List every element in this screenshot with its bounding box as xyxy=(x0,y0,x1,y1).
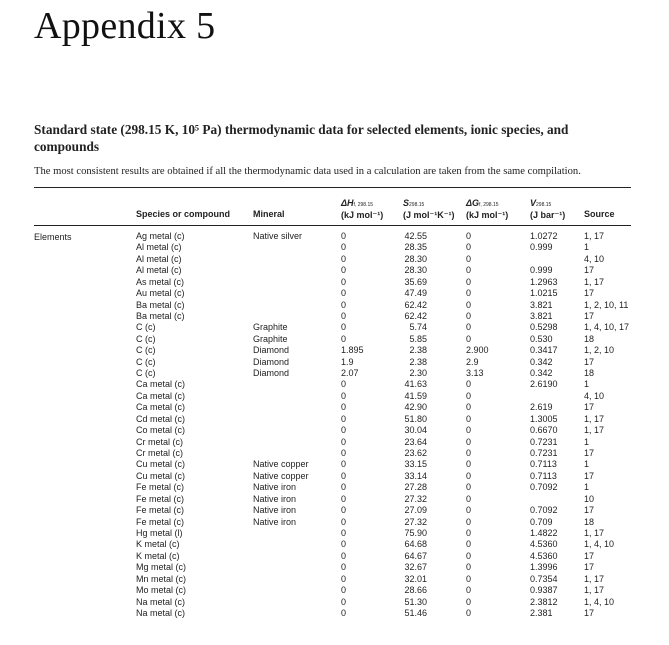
header-gibbs xyxy=(466,198,508,220)
table-row xyxy=(0,357,669,368)
cell-entropy: 27.09 xyxy=(404,505,427,516)
cell-volume: 4.5360 xyxy=(530,550,558,561)
cell-volume: 1.0272 xyxy=(530,231,558,241)
cell-enthalpy: 0 xyxy=(341,562,347,573)
cell-volume: 1.4822 xyxy=(530,527,558,538)
cell-enthalpy: 0 xyxy=(341,607,347,618)
table-row xyxy=(0,345,669,356)
cell-species: C (c) xyxy=(136,345,156,356)
cell-enthalpy: 0 xyxy=(341,288,347,299)
cell-gibbs: 0 xyxy=(466,516,472,527)
cell-entropy: 23.62 xyxy=(404,448,427,459)
cell-species: Au metal (c) xyxy=(136,288,185,299)
cell-source: 17 xyxy=(584,288,595,299)
cell-enthalpy: 0 xyxy=(341,527,347,538)
table-row xyxy=(0,311,669,322)
cell-volume: 0.7354 xyxy=(530,573,558,584)
cell-species: Ba metal (c) xyxy=(136,310,185,321)
cell-enthalpy: 0 xyxy=(341,436,347,447)
cell-volume: 2.619 xyxy=(530,402,553,413)
cell-volume: 0.999 xyxy=(530,265,553,276)
cell-entropy: 27.28 xyxy=(404,482,427,493)
cell-species: Mn metal (c) xyxy=(136,573,187,584)
cell-gibbs: 0 xyxy=(466,390,472,401)
cell-enthalpy: 0 xyxy=(341,493,347,504)
volume-subscript: 298.15 xyxy=(536,202,552,208)
cell-species: Co metal (c) xyxy=(136,425,186,436)
cell-source: 4, 10 xyxy=(584,253,605,264)
cell-source: 10 xyxy=(584,493,595,504)
table-row xyxy=(0,379,669,390)
table-row xyxy=(0,597,669,608)
cell-species: Cd metal (c) xyxy=(136,413,186,424)
cell-source: 17 xyxy=(584,265,595,276)
cell-entropy: 2.30 xyxy=(409,368,427,379)
cell-source: 1 xyxy=(584,436,590,447)
cell-entropy: 75.90 xyxy=(404,527,427,538)
table-caption: Standard state (298.15 K, 10⁵ Pa) thermodynamic data for selected elements, ionic species, and compounds xyxy=(34,122,569,154)
cell-entropy: 42.55 xyxy=(404,231,427,241)
cell-enthalpy: 0 xyxy=(341,333,347,344)
cell-volume: 0.7231 xyxy=(530,436,558,447)
cell-species: Cr metal (c) xyxy=(136,436,183,447)
cell-species: Ag metal (c) xyxy=(136,231,185,241)
cell-entropy: 33.14 xyxy=(404,470,427,481)
cell-species: C (c) xyxy=(136,322,156,333)
cell-enthalpy: 0 xyxy=(341,310,347,321)
cell-entropy: 5.74 xyxy=(409,322,427,333)
cell-volume: 0.7092 xyxy=(530,482,558,493)
header-volume xyxy=(530,198,565,220)
cell-gibbs: 0 xyxy=(466,436,472,447)
cell-volume: 3.821 xyxy=(530,310,553,321)
cell-mineral: Native silver xyxy=(253,231,303,241)
cell-enthalpy: 0 xyxy=(341,539,347,550)
cell-gibbs: 0 xyxy=(466,470,472,481)
cell-enthalpy: 0 xyxy=(341,585,347,596)
cell-entropy: 2.38 xyxy=(409,356,427,367)
volume-symbol: V xyxy=(530,198,537,208)
cell-species: Al metal (c) xyxy=(136,265,182,276)
cell-mineral: Native copper xyxy=(253,459,309,470)
cell-enthalpy: 2.07 xyxy=(341,368,359,379)
cell-gibbs: 0 xyxy=(466,505,472,516)
cell-enthalpy: 0 xyxy=(341,505,347,516)
cell-enthalpy: 0 xyxy=(341,470,347,481)
header-rule xyxy=(34,225,631,226)
cell-gibbs: 0 xyxy=(466,310,472,321)
cell-gibbs: 0 xyxy=(466,425,472,436)
cell-enthalpy: 0 xyxy=(341,425,347,436)
section-label-elements: Elements xyxy=(34,232,72,242)
table-row xyxy=(0,391,669,402)
table-row xyxy=(0,402,669,413)
cell-mineral: Native iron xyxy=(253,493,297,504)
cell-gibbs: 0 xyxy=(466,607,472,618)
table-row xyxy=(0,437,669,448)
cell-gibbs: 0 xyxy=(466,562,472,573)
cell-species: Al metal (c) xyxy=(136,242,182,253)
cell-volume: 3.821 xyxy=(530,299,553,310)
gibbs-symbol: ΔG xyxy=(466,198,480,208)
cell-volume: 0.530 xyxy=(530,333,553,344)
cell-source: 1 xyxy=(584,242,590,253)
enthalpy-subscript: f, 298.15 xyxy=(353,202,374,208)
cell-volume: 0.7231 xyxy=(530,448,558,459)
data-table-body xyxy=(0,231,669,619)
cell-enthalpy: 0 xyxy=(341,379,347,390)
cell-gibbs: 0 xyxy=(466,448,472,459)
cell-source: 1, 17 xyxy=(584,276,605,287)
cell-volume: 0.5298 xyxy=(530,322,558,333)
table-row xyxy=(0,608,669,619)
cell-gibbs: 0 xyxy=(466,573,472,584)
cell-mineral: Graphite xyxy=(253,322,288,333)
cell-gibbs: 0 xyxy=(466,253,472,264)
cell-source: 1 xyxy=(584,459,590,470)
table-row xyxy=(0,265,669,276)
cell-entropy: 64.68 xyxy=(404,539,427,550)
cell-species: Na metal (c) xyxy=(136,596,186,607)
cell-source: 1, 2, 10 xyxy=(584,345,615,356)
table-row xyxy=(0,505,669,516)
cell-species: Ba metal (c) xyxy=(136,299,185,310)
cell-gibbs: 2.9 xyxy=(466,356,479,367)
cell-gibbs: 0 xyxy=(466,413,472,424)
cell-source: 17 xyxy=(584,402,595,413)
cell-species: Cu metal (c) xyxy=(136,470,186,481)
cell-species: C (c) xyxy=(136,356,156,367)
cell-gibbs: 0 xyxy=(466,585,472,596)
cell-entropy: 62.42 xyxy=(404,299,427,310)
table-row xyxy=(0,322,669,333)
cell-volume: 0.7113 xyxy=(530,459,557,470)
cell-gibbs: 0 xyxy=(466,322,472,333)
entropy-symbol: S xyxy=(403,198,410,208)
header-enthalpy xyxy=(341,198,383,220)
cell-gibbs: 3.13 xyxy=(466,368,484,379)
cell-entropy: 28.66 xyxy=(404,585,427,596)
cell-source: 1, 17 xyxy=(584,585,605,596)
cell-entropy: 30.04 xyxy=(404,425,427,436)
cell-species: C (c) xyxy=(136,333,156,344)
table-row xyxy=(0,425,669,436)
cell-species: As metal (c) xyxy=(136,276,185,287)
cell-source: 1, 4, 10, 17 xyxy=(584,322,630,333)
cell-volume: 1.3005 xyxy=(530,413,558,424)
table-row xyxy=(0,459,669,470)
cell-source: 1, 2, 10, 11 xyxy=(584,299,629,310)
cell-species: Na metal (c) xyxy=(136,607,186,618)
cell-species: Cu metal (c) xyxy=(136,459,186,470)
cell-source: 1, 17 xyxy=(584,527,605,538)
entropy-subscript: 298.15 xyxy=(409,202,425,208)
header-entropy xyxy=(403,198,455,220)
cell-source: 18 xyxy=(584,368,595,379)
cell-source: 17 xyxy=(584,310,595,321)
table-row xyxy=(0,551,669,562)
cell-entropy: 2.38 xyxy=(409,345,427,356)
cell-gibbs: 0 xyxy=(466,231,472,241)
cell-gibbs: 0 xyxy=(466,288,472,299)
table-row xyxy=(0,539,669,550)
cell-volume: 1.3996 xyxy=(530,562,558,573)
page-title: Appendix 5 xyxy=(34,5,216,47)
cell-source: 17 xyxy=(584,448,595,459)
cell-source: 1, 17 xyxy=(584,231,605,241)
table-row xyxy=(0,254,669,265)
cell-source: 1, 17 xyxy=(584,413,605,424)
cell-entropy: 41.63 xyxy=(404,379,427,390)
cell-entropy: 42.90 xyxy=(404,402,427,413)
table-row xyxy=(0,368,669,379)
cell-mineral: Native iron xyxy=(253,516,297,527)
cell-enthalpy: 0 xyxy=(341,459,347,470)
cell-entropy: 51.80 xyxy=(404,413,427,424)
cell-entropy: 47.49 xyxy=(404,288,427,299)
gibbs-subscript: f, 298.15 xyxy=(479,202,499,208)
cell-enthalpy: 1.9 xyxy=(341,356,354,367)
top-rule xyxy=(34,187,631,188)
cell-enthalpy: 0 xyxy=(341,253,347,264)
cell-entropy: 33.15 xyxy=(404,459,427,470)
cell-species: K metal (c) xyxy=(136,539,180,550)
cell-source: 18 xyxy=(584,516,595,527)
cell-volume: 2.381 xyxy=(530,607,553,618)
cell-entropy: 27.32 xyxy=(404,493,427,504)
table-row xyxy=(0,231,669,242)
enthalpy-units: (kJ mol⁻¹) xyxy=(341,210,384,220)
cell-enthalpy: 0 xyxy=(341,482,347,493)
cell-gibbs: 0 xyxy=(466,550,472,561)
cell-volume: 1.2963 xyxy=(530,276,558,287)
table-row xyxy=(0,482,669,493)
table-row xyxy=(0,300,669,311)
cell-gibbs: 0 xyxy=(466,402,472,413)
cell-source: 1, 17 xyxy=(584,573,605,584)
cell-species: Fe metal (c) xyxy=(136,482,185,493)
table-row xyxy=(0,574,669,585)
cell-enthalpy: 0 xyxy=(341,265,347,276)
table-row xyxy=(0,471,669,482)
cell-gibbs: 0 xyxy=(466,265,472,276)
cell-entropy: 51.30 xyxy=(404,596,427,607)
cell-source: 1 xyxy=(584,482,590,493)
cell-species: Ca metal (c) xyxy=(136,379,186,390)
cell-entropy: 23.64 xyxy=(404,436,427,447)
cell-entropy: 32.67 xyxy=(404,562,427,573)
cell-enthalpy: 0 xyxy=(341,390,347,401)
cell-source: 1, 4, 10 xyxy=(584,539,615,550)
cell-entropy: 64.67 xyxy=(404,550,427,561)
cell-enthalpy: 0 xyxy=(341,550,347,561)
cell-volume: 0.999 xyxy=(530,242,553,253)
volume-units: (J bar⁻¹) xyxy=(530,210,566,220)
cell-gibbs: 0 xyxy=(466,493,472,504)
cell-species: Mo metal (c) xyxy=(136,585,187,596)
cell-species: Hg metal (l) xyxy=(136,527,183,538)
cell-mineral: Native copper xyxy=(253,470,309,481)
cell-volume: 4.5360 xyxy=(530,539,558,550)
cell-volume: 1.0215 xyxy=(530,288,558,299)
cell-species: Cr metal (c) xyxy=(136,448,183,459)
cell-enthalpy: 1.895 xyxy=(341,345,364,356)
cell-entropy: 5.85 xyxy=(409,333,427,344)
cell-source: 17 xyxy=(584,470,595,481)
table-row xyxy=(0,517,669,528)
table-row xyxy=(0,334,669,345)
cell-source: 17 xyxy=(584,550,595,561)
cell-volume: 0.9387 xyxy=(530,585,558,596)
cell-gibbs: 0 xyxy=(466,527,472,538)
cell-entropy: 28.30 xyxy=(404,253,427,264)
cell-entropy: 28.35 xyxy=(404,242,427,253)
cell-source: 1, 17 xyxy=(584,425,605,436)
table-row xyxy=(0,288,669,299)
cell-entropy: 35.69 xyxy=(404,276,427,287)
cell-enthalpy: 0 xyxy=(341,322,347,333)
cell-source: 17 xyxy=(584,356,595,367)
cell-volume: 0.342 xyxy=(530,368,553,379)
header-species: Species or compound xyxy=(136,209,231,219)
cell-volume: 0.6670 xyxy=(530,425,558,436)
cell-enthalpy: 0 xyxy=(341,242,347,253)
cell-entropy: 62.42 xyxy=(404,310,427,321)
table-row xyxy=(0,448,669,459)
cell-species: Fe metal (c) xyxy=(136,505,185,516)
cell-gibbs: 0 xyxy=(466,299,472,310)
cell-species: C (c) xyxy=(136,368,156,379)
cell-source: 1, 4, 10 xyxy=(584,596,615,607)
cell-gibbs: 0 xyxy=(466,379,472,390)
cell-enthalpy: 0 xyxy=(341,413,347,424)
cell-mineral: Native iron xyxy=(253,505,297,516)
cell-entropy: 41.59 xyxy=(404,390,427,401)
cell-mineral: Diamond xyxy=(253,345,290,356)
cell-volume: 2.3812 xyxy=(530,596,558,607)
cell-enthalpy: 0 xyxy=(341,276,347,287)
cell-enthalpy: 0 xyxy=(341,573,347,584)
table-row xyxy=(0,242,669,253)
table-row xyxy=(0,585,669,596)
cell-gibbs: 2.900 xyxy=(466,345,489,356)
cell-gibbs: 0 xyxy=(466,596,472,607)
cell-mineral: Graphite xyxy=(253,333,288,344)
cell-source: 17 xyxy=(584,505,595,516)
cell-gibbs: 0 xyxy=(466,333,472,344)
header-mineral: Mineral xyxy=(253,209,285,219)
cell-volume: 0.7092 xyxy=(530,505,558,516)
cell-entropy: 27.32 xyxy=(404,516,427,527)
table-note: The most consistent results are obtained if all the thermodynamic data used in a calculation are taken from the same compilation. xyxy=(34,166,581,177)
cell-mineral: Native iron xyxy=(253,482,297,493)
cell-source: 17 xyxy=(584,562,595,573)
cell-species: Mg metal (c) xyxy=(136,562,187,573)
cell-enthalpy: 0 xyxy=(341,231,347,241)
cell-volume: 2.6190 xyxy=(530,379,558,390)
cell-volume: 0.3417 xyxy=(530,345,558,356)
cell-gibbs: 0 xyxy=(466,276,472,287)
gibbs-units: (kJ mol⁻¹) xyxy=(466,210,509,220)
cell-source: 17 xyxy=(584,607,595,618)
cell-mineral: Diamond xyxy=(253,368,290,379)
table-row xyxy=(0,414,669,425)
cell-enthalpy: 0 xyxy=(341,299,347,310)
cell-species: Fe metal (c) xyxy=(136,493,185,504)
cell-volume: 0.7113 xyxy=(530,470,557,481)
cell-enthalpy: 0 xyxy=(341,516,347,527)
cell-enthalpy: 0 xyxy=(341,596,347,607)
table-row xyxy=(0,562,669,573)
cell-source: 4, 10 xyxy=(584,390,605,401)
cell-species: K metal (c) xyxy=(136,550,180,561)
entropy-units: (J mol⁻¹K⁻¹) xyxy=(403,210,455,220)
cell-gibbs: 0 xyxy=(466,459,472,470)
cell-source: 18 xyxy=(584,333,595,344)
cell-gibbs: 0 xyxy=(466,242,472,253)
cell-gibbs: 0 xyxy=(466,539,472,550)
cell-volume: 0.709 xyxy=(530,516,553,527)
cell-enthalpy: 0 xyxy=(341,448,347,459)
cell-gibbs: 0 xyxy=(466,482,472,493)
cell-source: 1 xyxy=(584,379,590,390)
cell-entropy: 32.01 xyxy=(404,573,427,584)
table-row xyxy=(0,494,669,505)
table-row xyxy=(0,277,669,288)
enthalpy-symbol: ΔH xyxy=(341,198,354,208)
cell-species: Ca metal (c) xyxy=(136,390,186,401)
cell-species: Al metal (c) xyxy=(136,253,182,264)
table-row xyxy=(0,528,669,539)
cell-species: Fe metal (c) xyxy=(136,516,185,527)
cell-entropy: 51.46 xyxy=(404,607,427,618)
cell-entropy: 28.30 xyxy=(404,265,427,276)
cell-volume: 0.342 xyxy=(530,356,553,367)
header-source: Source xyxy=(584,209,615,219)
cell-species: Ca metal (c) xyxy=(136,402,186,413)
cell-mineral: Diamond xyxy=(253,356,290,367)
cell-enthalpy: 0 xyxy=(341,402,347,413)
